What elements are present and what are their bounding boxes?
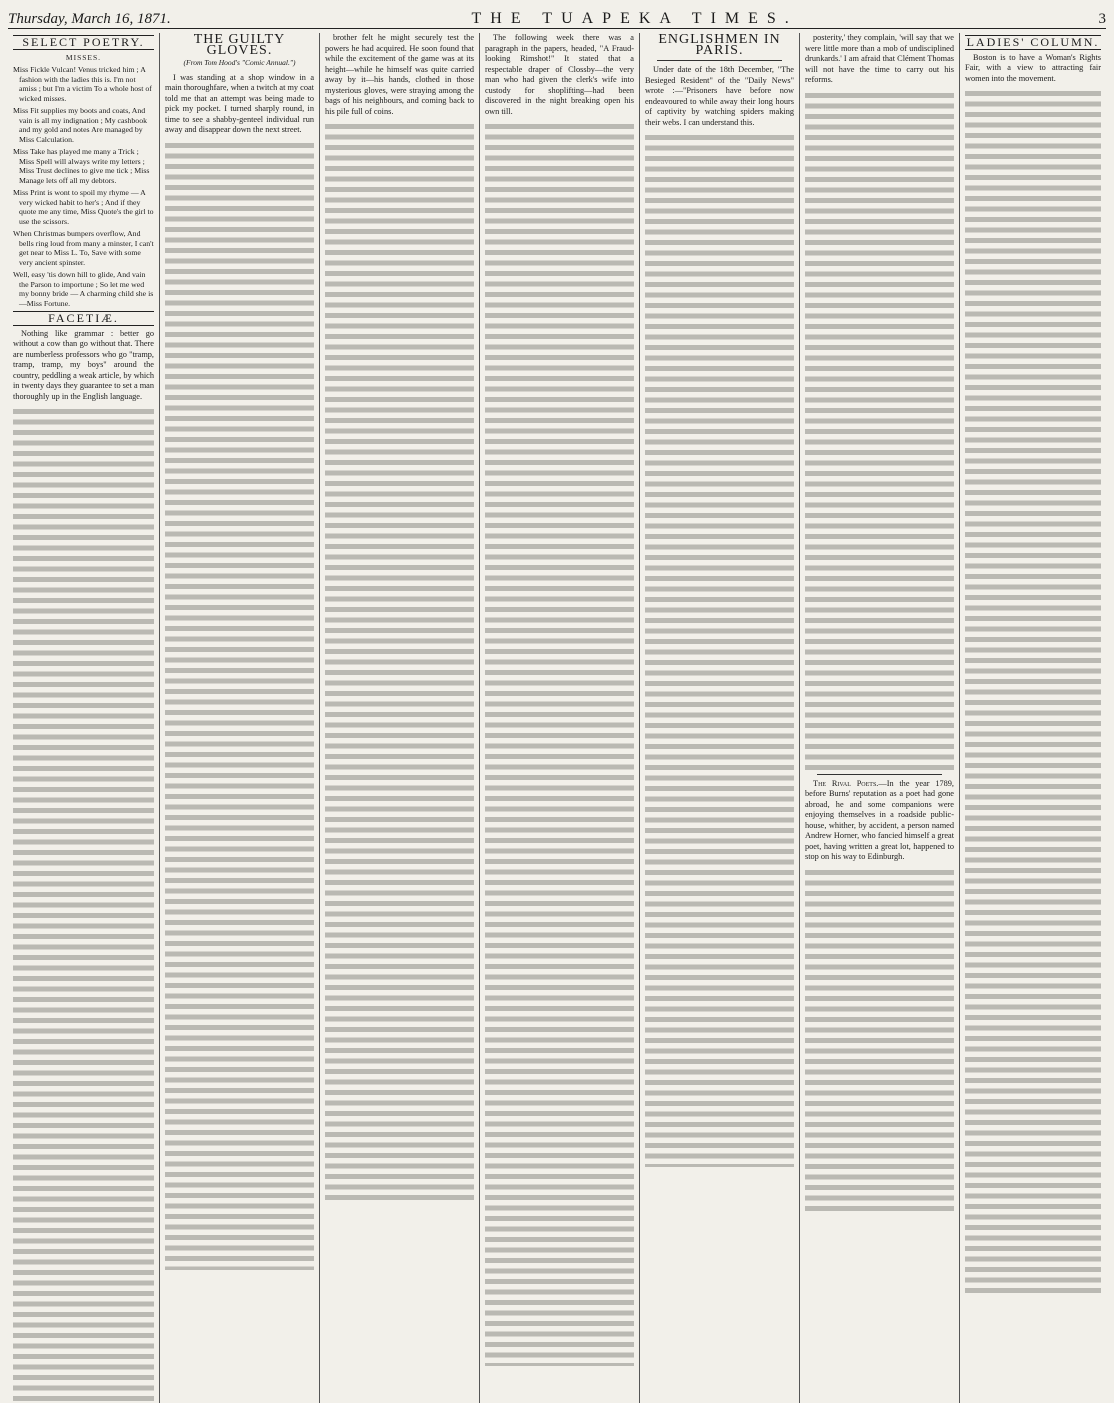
poem-stanza: Miss Take has played me many a Trick ; Miss Spell will always write my letters ; Miss Trust declines to give me tick ; Miss Manage lets off all my debtors. bbox=[13, 147, 150, 185]
article-body-text-block bbox=[645, 132, 794, 1167]
poem-stanza: Well, easy 'tis down hill to glide, And vain the Parson to importune ; So let me wed my bonny bride — A charming child she is—Miss Fortune. bbox=[13, 270, 154, 308]
rival-poets-article bbox=[805, 779, 954, 863]
poem-stanza: Miss Print is wont to spoil my rhyme — A very wicked habit to her's ; And if they quote me any time, Miss Quote's the girl to use the scissors. bbox=[13, 188, 154, 226]
article-body-text-block bbox=[485, 121, 634, 1366]
poem-stanza: Miss Fit supplies my boots and coats, And vain is all my indignation ; My cashbook and my gold and notes Are managed by Miss Calculation. bbox=[13, 106, 147, 144]
issue-date: Thursday, March 16, 1871. bbox=[8, 11, 171, 27]
column-4 bbox=[480, 33, 640, 1403]
article-body-text-block bbox=[13, 406, 154, 1403]
article-body-text-block bbox=[965, 88, 1101, 1298]
article-continuation: brother felt he might securely test the powers he had acquired. He soon found that while the excitement of the game was at its height—while he himself was quite carried away by it—his hands, clothed in those mysterious gloves, were straying among the bags of his neighbours, and coming back to his pile full of coins. bbox=[325, 33, 474, 116]
article-body-text-block bbox=[805, 90, 954, 770]
article-body-text-block bbox=[165, 140, 314, 1270]
page-number: 3 bbox=[1098, 11, 1106, 27]
poem-title: MISSES. bbox=[65, 52, 102, 62]
article-lead: Under date of the 18th December, "The Besieged Resident" of the "Daily News" wrote :—"Prisoners have before now endeavoured to while away their long hours of captivity by watching spiders making their webs. I can understand this. bbox=[645, 65, 794, 127]
paper-name: THE TUAPEKA TIMES. bbox=[471, 10, 798, 27]
masthead bbox=[8, 6, 1106, 29]
poem bbox=[13, 65, 154, 308]
article-lead: Boston is to have a Woman's Rights Fair, with a view to attracting fair women into the movement. bbox=[965, 52, 1101, 83]
title-rule bbox=[657, 60, 782, 61]
article-lead: Nothing like grammar : better go without a cow than go without that. There are numberless professors who go "tramp, tramp, tramp, my boys" around the country, peddling a weak article, by which in twenty days they guarantee to set a man thoroughly up in the English language. bbox=[13, 328, 155, 401]
column-3 bbox=[320, 33, 480, 1403]
column-6 bbox=[800, 33, 960, 1403]
rival-poets-text: —In the year 1789, before Burns' reputation as a poet had gone abroad, he and some companions were enjoying themselves in a roadside public-house, whither, by accident, a person named Andrew Horner, who fancied himself a great poet, having written a great lot, happened to stop on his way to Edinburgh. bbox=[805, 778, 954, 861]
columns bbox=[8, 33, 1106, 1403]
rival-poets-title: The Rival Poets. bbox=[813, 778, 879, 788]
column-5 bbox=[640, 33, 800, 1403]
column-1 bbox=[8, 33, 160, 1403]
poem-stanza: When Christmas bumpers overflow, And bells ring loud from many a minster, I can't get near to Miss L. To, Save with some very ancient spinster. bbox=[13, 229, 154, 267]
article-source: (From Tom Hood's "Comic Annual.") bbox=[183, 58, 296, 67]
article-title: THE GUILTY GLOVES. bbox=[193, 33, 286, 58]
column-2 bbox=[160, 33, 320, 1403]
article-body-text-block bbox=[805, 867, 954, 1212]
section-heading-ladies: LADIES' COLUMN. bbox=[966, 35, 1100, 49]
column-7 bbox=[960, 33, 1106, 1403]
section-heading-poetry: SELECT POETRY. bbox=[13, 35, 154, 50]
section-heading-facetiae: FACETIÆ. bbox=[13, 311, 154, 326]
article-lead: I was standing at a shop window in a main thoroughfare, when a twitch at my coat told me that an attempt was being made to pick my pocket. I turned sharply round, in time to see a shabby-genteel individual run away and disappear down the next street. bbox=[165, 72, 314, 134]
article-continuation: posterity,' they complain, 'will say that we were little more than a mob of undisciplined drunkards.' I am afraid that Clément Thomas will not have the time to carry out his reforms. bbox=[805, 33, 954, 84]
poem-stanza: Miss Fickle Vulcan! Venus tricked him ; A fashion with the ladies this is. I'm not amiss ; but I'm a victim To a whole host of wicked misses. bbox=[13, 65, 152, 103]
article-divider bbox=[817, 774, 942, 775]
article-continuation: The following week there was a paragraph in the papers, headed, "A Fraud-looking Rimshot!" It stated that a respectable draper of Clossby—the very man who had given the clerk's wife into custody for shoplifting—had been discovered in the night breaking open his own till. bbox=[485, 33, 634, 116]
article-title: ENGLISHMEN IN PARIS. bbox=[658, 33, 781, 58]
article-body-text-block bbox=[325, 121, 474, 1201]
